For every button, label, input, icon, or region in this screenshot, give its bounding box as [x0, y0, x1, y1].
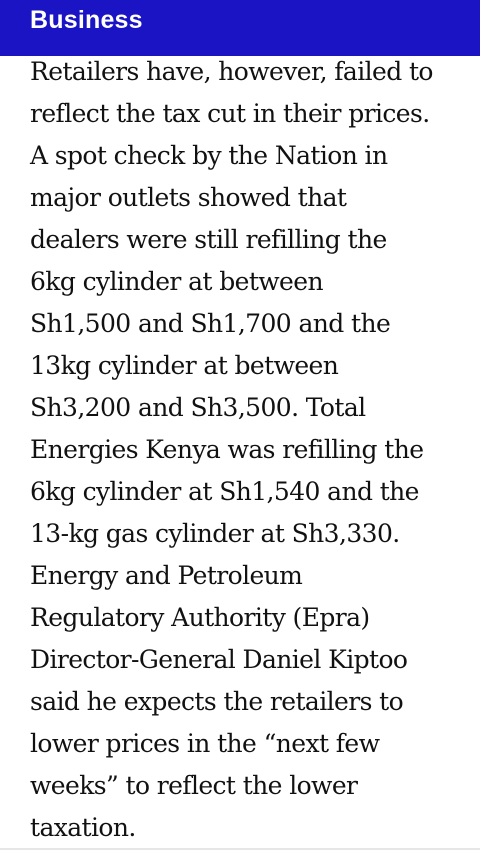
section-header-bar	[0, 0, 480, 56]
section-label[interactable]: Business	[30, 6, 143, 34]
article-line: major outlets showed that	[30, 183, 347, 212]
article-line: said he expects the retailers to	[30, 687, 404, 716]
article-line: Director-General Daniel Kiptoo	[30, 645, 408, 674]
article-line: Retailers have, however, failed to	[30, 57, 433, 86]
article-line: 6kg cylinder at between	[30, 267, 323, 296]
article-line: taxation.	[30, 813, 136, 842]
article-line: Regulatory Authority (Epra)	[30, 603, 370, 632]
article-line: 13kg cylinder at between	[30, 351, 339, 380]
article-line: reflect the tax cut in their prices.	[30, 99, 430, 128]
article-line: A spot check by the Nation in	[30, 141, 388, 170]
article-line: dealers were still refilling the	[30, 225, 387, 254]
article-line: weeks” to reflect the lower	[30, 771, 358, 800]
article-line: Sh1,500 and Sh1,700 and the	[30, 309, 391, 338]
article-line: Energy and Petroleum	[30, 561, 303, 590]
article-line: Sh3,200 and Sh3,500. Total	[30, 393, 366, 422]
article-line: 6kg cylinder at Sh1,540 and the	[30, 477, 419, 506]
article-line: Energies Kenya was refilling the	[30, 435, 424, 464]
article-body	[30, 51, 470, 849]
article-line: lower prices in the “next few	[30, 729, 380, 758]
article-line: 13-kg gas cylinder at Sh3,330.	[30, 519, 400, 548]
